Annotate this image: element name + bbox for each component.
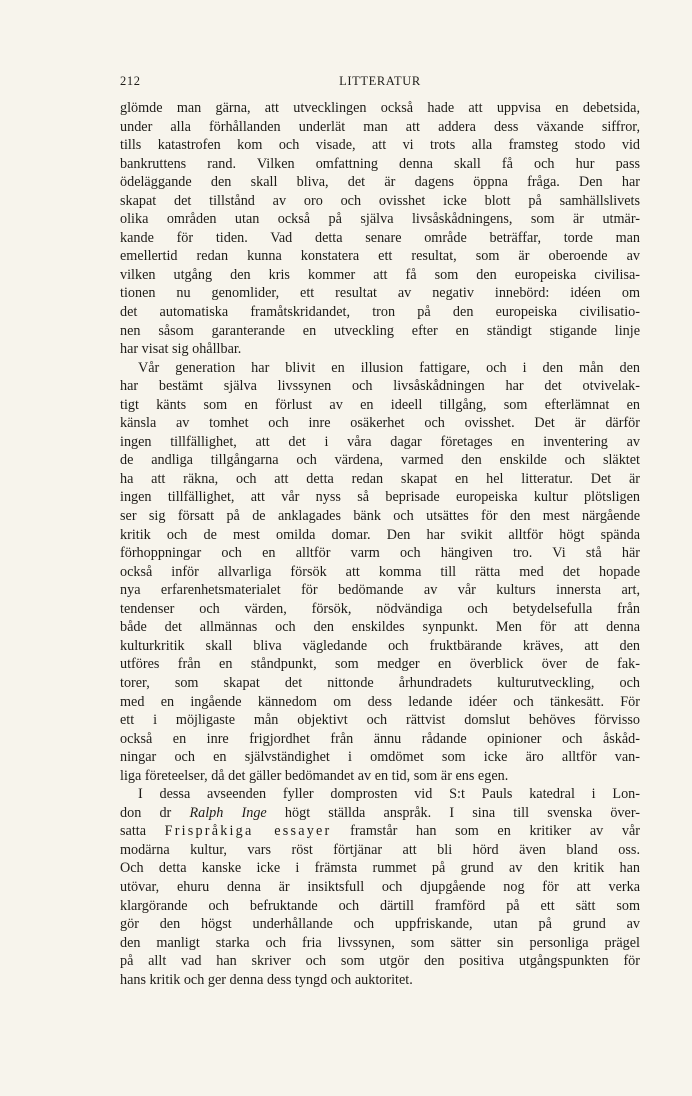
text-line: don dr Ralph Inge högt ställda anspråk. I sina till svenska över-: [120, 804, 640, 821]
text-line: klargörande och befruktande och därtill framförd på ett sätt som: [120, 897, 640, 914]
text-line: har visat sig ohållbar.: [120, 341, 242, 358]
text-line: förhoppningar och en alltför varm och hängiven tro. Vi stå här: [120, 545, 640, 562]
text-line: gör den högst underhållande och uppfriskande, utan på grund av: [120, 916, 640, 933]
text-line: både det allmännas och den enskildes synpunkt. Men för att denna: [120, 619, 640, 636]
text-line: tionen nu genomlider, ett resultat av negativ innebörd: idéen om: [120, 285, 640, 302]
paragraph: [120, 785, 640, 989]
text-line: nen såsom garanterande en utveckling efter en ständigt stigande linje: [120, 322, 640, 339]
body-text: [120, 99, 640, 989]
text-line: nya erfarenhetsmaterialet för bedömande av vår kulturs innersta art,: [120, 582, 640, 599]
text-line: har bestämt själva livssynen och livsåskådningen har det otvivelak-: [120, 378, 640, 395]
page-number: 212: [120, 74, 141, 88]
book-title: Frispråkiga essayer: [164, 823, 332, 840]
text-line: satta Frispråkiga essayer framstår han som en kritiker av vår: [120, 823, 640, 840]
text-line: modärna kultur, vars röst förtjänar att bli hörd även bland oss.: [120, 841, 640, 858]
text-line: tendenser och värden, försök, nödvändiga och betydelsefulla från: [120, 600, 640, 617]
text-line: utföres från en ståndpunkt, som medger en överblick över de fak-: [120, 656, 640, 673]
text-line: liga företeelser, då det gäller bedömandet av en tid, som är ens egen.: [120, 767, 509, 784]
text-line: ödeläggande den skall bliva, det är dagens öppna fråga. Den har: [120, 174, 640, 191]
text-line: skapat det tillstånd av oro och ovisshet icke blott på samhällslivets: [120, 192, 640, 209]
text-line: också en inre frigjordhet från ännu rådande opinioner och åskåd-: [120, 730, 640, 747]
text-line: glömde man gärna, att utvecklingen också hade att uppvisa en debetsida,: [120, 100, 640, 116]
text-line: ingen tillfällighet, att det i våra dagar företages en inventering av: [120, 433, 640, 450]
text-line: kritik och de mest omilda domar. Den har svikit alltför högt spända: [120, 526, 640, 543]
text-line: kulturkritik skall bliva vägledande och fruktbärande kräves, att den: [120, 637, 640, 654]
text-line: Vår generation har blivit en illusion fattigare, och i den mån den: [138, 359, 640, 376]
text-line: bankruttens rand. Vilken omfattning denna skall få och hur pass: [120, 155, 640, 172]
text-line: olika områden utan också på själva livsåskådningens, som är utmär-: [120, 211, 640, 228]
paragraph: [120, 359, 640, 786]
text-line: ingen tillfällighet, att vår nyss så beprisade europeiska kultur plötsligen: [120, 489, 640, 506]
text-line: med en ingående kännedom om dess ledande idéer och tänkesätt. För: [120, 693, 640, 710]
text-line: Och detta kanske icke i främsta rummet på grund av den kritik han: [120, 860, 640, 877]
text-line: ett i möjligaste mån objektivt och rättvist domslut behöves förvisso: [120, 712, 640, 729]
text-line: ningar och en självständighet i omdömet som icke äro alltför van-: [120, 749, 640, 766]
text-line: vilken utgång den kris kommer att få som den europeiska civilisa-: [120, 266, 640, 283]
running-title: LITTERATUR: [339, 74, 421, 88]
text-line: tills katastrofen kom och visade, att vi trots alla framsteg stodo vid: [120, 137, 640, 154]
text-line: de andliga tillgångarna och värdena, varmed den enskilde och släktet: [120, 452, 640, 469]
text-line: ser sig försatt på de anklagades bänk och utsättes för den mest närgående: [120, 508, 640, 525]
text-line: emellertid redan kunna konstatera ett resultat, som är oberoende av: [120, 248, 640, 265]
text-line: det automatiska framåtskridandet, tron på den europeiska civilisatio-: [120, 304, 640, 321]
text-line: I dessa avseenden fyller domprosten vid S:t Pauls katedral i Lon-: [138, 786, 640, 803]
text-line: kande för tiden. Vad detta senare område beträffar, torde man: [120, 229, 640, 246]
text-line: också inför allvarliga försök att komma till rätta med det hopade: [120, 563, 640, 580]
text-line: utövar, ehuru denna är insiktsfull och djupgående nog för att verka: [120, 878, 640, 895]
running-header: [120, 74, 640, 94]
text-line: känsla av tomhet och inre osäkerhet och ovisshet. Det är därför: [120, 415, 640, 432]
text-line: tigt känts som en förlust av en ideell tillgång, som efterlämnat en: [120, 396, 640, 413]
text-line: ha att räkna, och att detta redan skapat en hel litteratur. Det är: [120, 470, 640, 487]
text-line: på allt vad han skriver och som utgör den positiva utgångspunkten för: [120, 953, 640, 970]
author-name: Ralph Inge: [189, 804, 267, 821]
text-line: under alla förhållanden underlät man att addera dess växande siffror,: [120, 118, 640, 135]
text-line: torer, som skapat det nittonde århundradets kulturutveckling, och: [120, 674, 640, 691]
paragraph: [120, 99, 640, 359]
text-line: den manligt starka och fria livssynen, som sätter sin personliga prägel: [120, 934, 640, 951]
text-line: hans kritik och ger denna dess tyngd och auktoritet.: [120, 971, 413, 988]
